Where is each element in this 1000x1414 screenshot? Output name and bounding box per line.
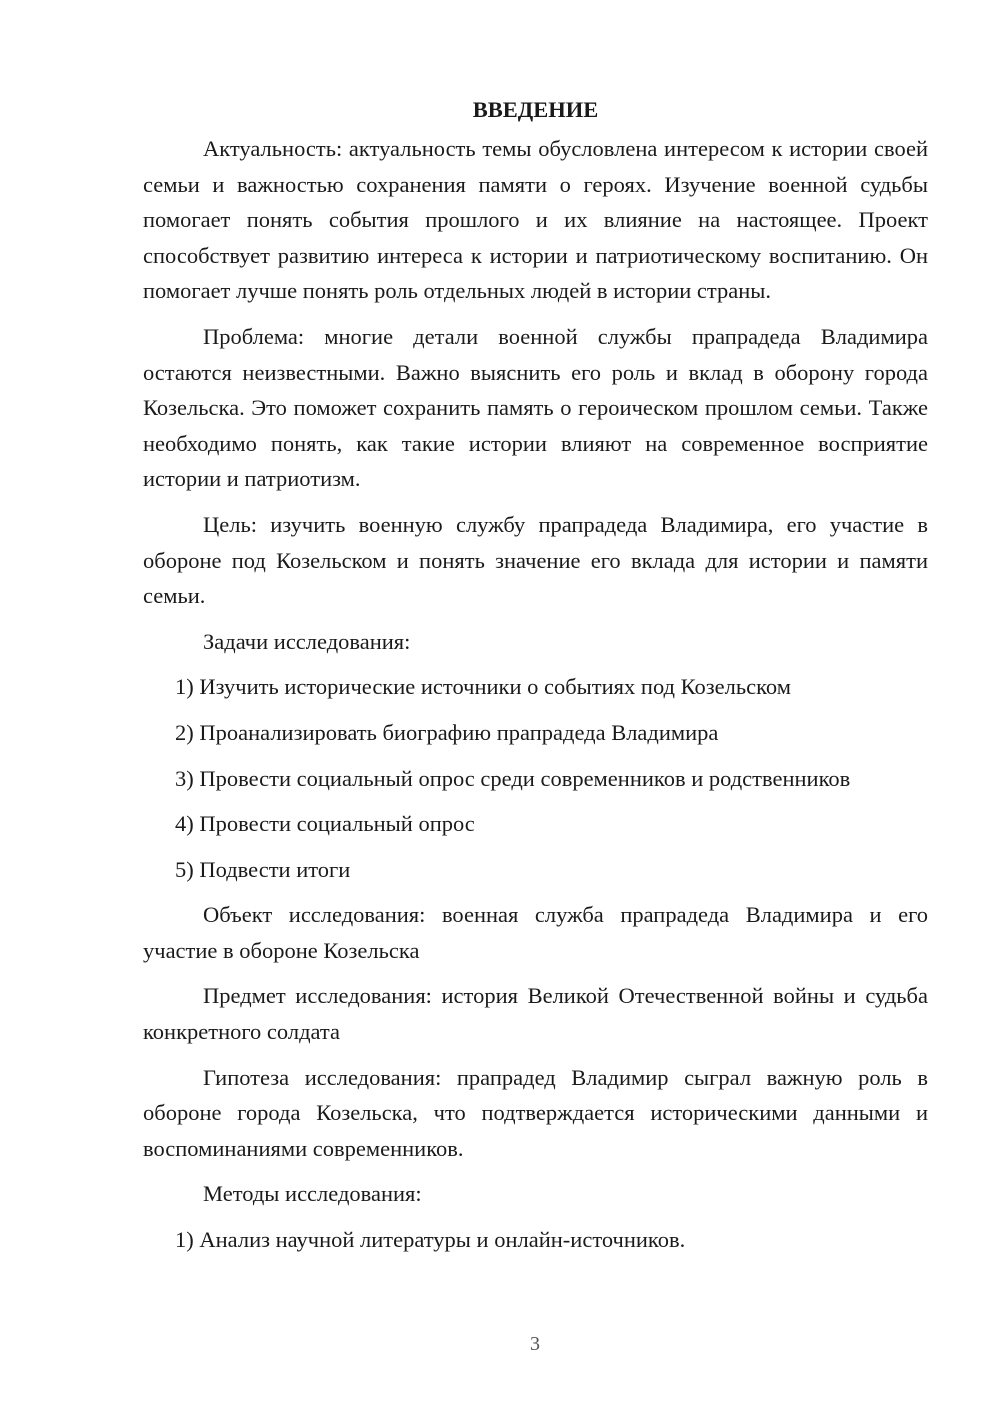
object-paragraph: Объект исследования: военная служба прапрадеда Владимира и его участие в обороне Козельска <box>143 902 928 963</box>
task-item-2: 2) Проанализировать биографию прапрадеда Владимира <box>175 719 719 745</box>
relevance-paragraph: Актуальность: актуальность темы обусловлена интересом к истории своей семьи и важностью сохранения памяти о героях. Изучение военной судьбы помогает понять события прошлого и их влияние на настоящее. Проект способствует развитию интереса к истории и патриотическому воспитанию. Он помогает лучше понять роль отдельных людей в истории страны. <box>143 136 928 304</box>
task-item-5: 5) Подвести итоги <box>175 856 351 882</box>
tasks-heading: Задачи исследования: <box>203 628 411 654</box>
method-item-1: 1) Анализ научной литературы и онлайн-источников. <box>175 1227 686 1253</box>
subject-paragraph: Предмет исследования: история Великой Отечественной войны и судьба конкретного солдата <box>143 983 928 1045</box>
methods-heading: Методы исследования: <box>203 1181 422 1207</box>
task-item-3: 3) Провести социальный опрос среди современников и родственников <box>175 765 851 791</box>
page-title: ВВЕДЕНИЕ <box>472 97 599 122</box>
hypothesis-paragraph: Гипотеза исследования: прапрадед Владимир сыграл важную роль в обороне города Козельска, что подтверждается историческими данными и воспоминаниями современников. <box>143 1064 928 1161</box>
page-number: 3 <box>530 1333 540 1355</box>
goal-paragraph: Цель: изучить военную службу прапрадеда Владимира, его участие в обороне под Козельском и понять значение его вклада для истории и памяти семьи. <box>143 511 928 609</box>
problem-paragraph: Проблема: многие детали военной службы прапрадеда Владимира остаются неизвестными. Важно выяснить его роль и вклад в оборону города Козельска. Это поможет сохранить память о героическом прошлом семьи. Также необходимо понять, как такие истории влияют на современное восприятие истории и патриотизм. <box>143 323 928 492</box>
task-item-1: 1) Изучить исторические источники о событиях под Козельском <box>175 674 791 700</box>
page-content <box>143 92 928 1268</box>
task-item-4: 4) Провести социальный опрос <box>175 811 475 837</box>
